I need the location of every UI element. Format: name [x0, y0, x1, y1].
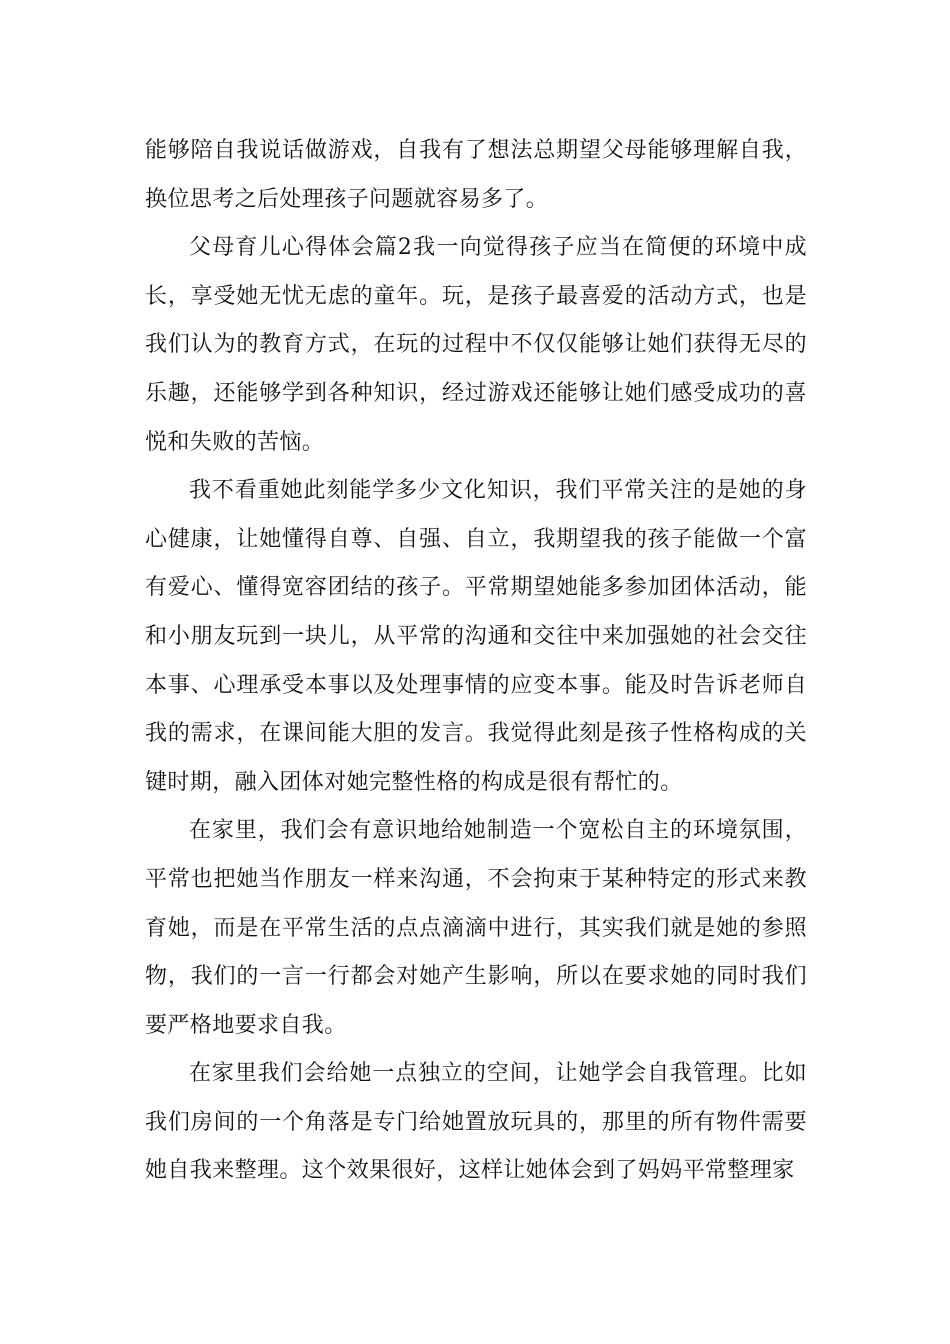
- paragraph-5: 在家里我们会给她一点独立的空间，让她学会自我管理。比如我们房间的一个角落是专门给她置放玩具的，那里的所有物件需要她自我来整理。这个效果很好，这样让她体会到了妈妈平常整理家: [145, 1061, 807, 1184]
- paragraph-1: 能够陪自我说话做游戏，自我有了想法总期望父母能够理解自我，换位思考之后处理孩子问题就容易多了。: [145, 138, 807, 212]
- document-body: [145, 127, 807, 1196]
- paragraph-3: 我不看重她此刻能学多少文化知识，我们平常关注的是她的身心健康，让她懂得自尊、自强、自立，我期望我的孩子能做一个富有爱心、懂得宽容团结的孩子。平常期望她能多参加团体活动，能和小朋友玩到一块儿，从平常的沟通和交往中来加强她的社会交往本事、心理承受本事以及处理事情的应变本事。能及时告诉老师自我的需求，在课间能大胆的发言。我觉得此刻是孩子性格构成的关键时期，融入团体对她完整性格的构成是很有帮忙的。: [145, 478, 807, 795]
- paragraph-4: 在家里，我们会有意识地给她制造一个宽松自主的环境氛围，平常也把她当作朋友一样来沟通，不会拘束于某种特定的形式来教育她，而是在平常生活的点点滴滴中进行，其实我们就是她的参照物，我们的一言一行都会对她产生影响，所以在要求她的同时我们要严格地要求自我。: [145, 818, 807, 1038]
- paragraph-2: 父母育儿心得体会篇2我一向觉得孩子应当在简便的环境中成长，享受她无忧无虑的童年。玩，是孩子最喜爱的活动方式，也是我们认为的教育方式，在玩的过程中不仅仅能够让她们获得无尽的乐趣，还能够学到各种知识，经过游戏还能够让她们感受成功的喜悦和失败的苦恼。: [145, 235, 807, 455]
